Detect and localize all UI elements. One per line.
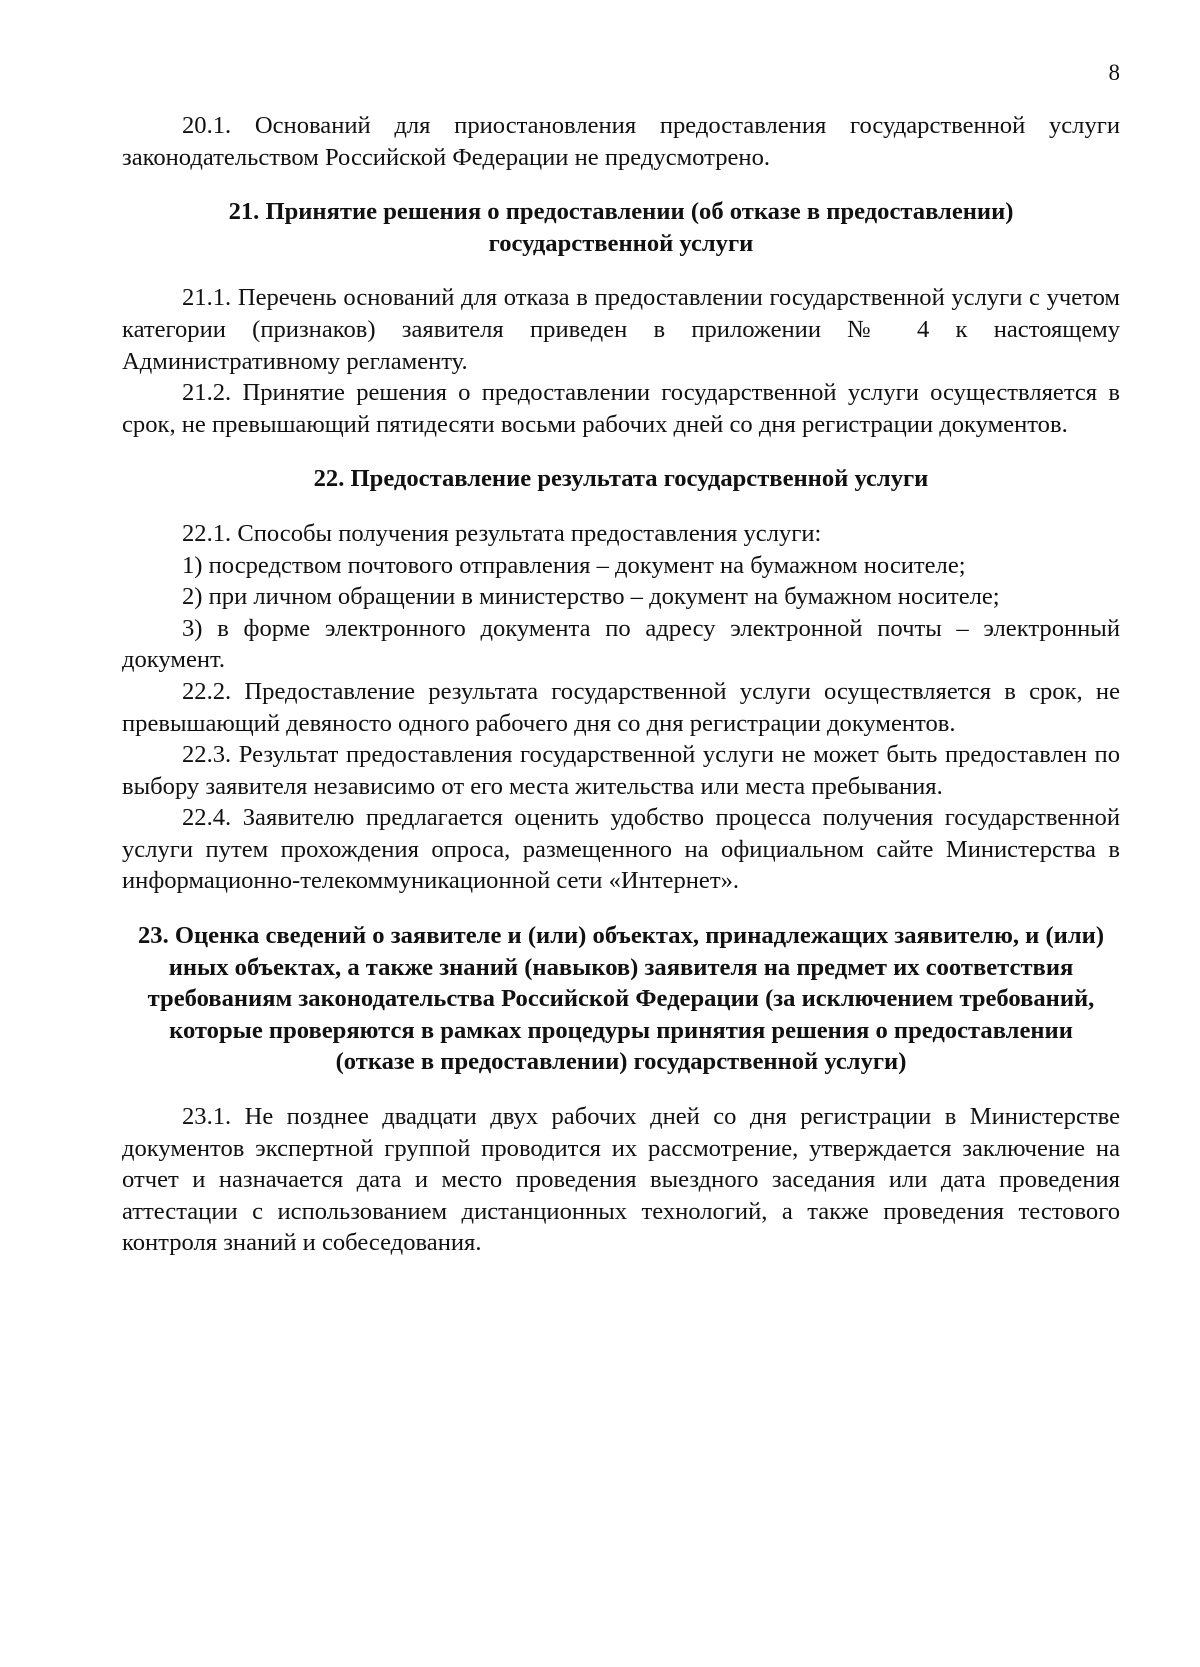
section-heading-23: 23. Оценка сведений о заявителе и (или) объектах, принадлежащих заявителю, и (или) иных объектах, а также знаний (навыков) заявителя на предмет их соответствия требованиям законодательства Российской Федерации (за исключением требований, которые проверяются в рамках процедуры принятия решения о предоставлении (отказе в предоставлении) государственной услуги) xyxy=(137,922,1105,1076)
paragraph-21-1: 21.1. Перечень оснований для отказа в предоставлении государственной услуги с учетом категории (признаков) заявителя приведен в приложении № 4 к настоящему Административному регламенту. xyxy=(122,284,1120,375)
page-number: 8 xyxy=(1108,60,1120,85)
list-item-3: 3) в форме электронного документа по адресу электронной почты – электронный документ. xyxy=(122,614,1120,674)
section-heading-22: 22. Предоставление результата государственной услуги xyxy=(313,465,929,493)
list-item-2: 2) при личном обращении в министерство – документ на бумажном носителе; xyxy=(182,583,1000,611)
paragraph-22-1: 22.1. Способы получения результата предоставления услуги: xyxy=(182,519,822,547)
paragraph-20-1: 20.1. Оснований для приостановления предоставления государственной услуги законодательством Российской Федерации не предусмотрено. xyxy=(122,112,1120,171)
paragraph-22-4: 22.4. Заявителю предлагается оценить удобство процесса получения государственной услуги путем прохождения опроса, размещенного на официальном сайте Министерства в информационно-телекоммуникационной сети «Интернет». xyxy=(122,804,1120,895)
document-content xyxy=(122,110,1120,1259)
section-heading-21: 21. Принятие решения о предоставлении (об отказе в предоставлении) государственной услуги xyxy=(228,198,1014,257)
paragraph-23-1: 23.1. Не позднее двадцати двух рабочих дней со дня регистрации в Министерстве документов экспертной группой проводится их рассмотрение, утверждается заключение на отчет и назначается дата и место проведения выездного заседания или дата проведения аттестации с использованием дистанционных технологий, а также проведения тестового контроля знаний и собеседования. xyxy=(122,1103,1120,1257)
list-item-1: 1) посредством почтового отправления – документ на бумажном носителе; xyxy=(182,551,966,579)
paragraph-21-2: 21.2. Принятие решения о предоставлении государственной услуги осуществляется в срок, не превышающий пятидесяти восьми рабочих дней со дня регистрации документов. xyxy=(122,379,1120,438)
paragraph-22-3: 22.3. Результат предоставления государственной услуги не может быть предоставлен по выбору заявителя независимо от его места жительства или места пребывания. xyxy=(122,741,1120,800)
paragraph-22-2: 22.2. Предоставление результата государственной услуги осуществляется в срок, не превышающий девяносто одного рабочего дня со дня регистрации документов. xyxy=(122,677,1120,737)
